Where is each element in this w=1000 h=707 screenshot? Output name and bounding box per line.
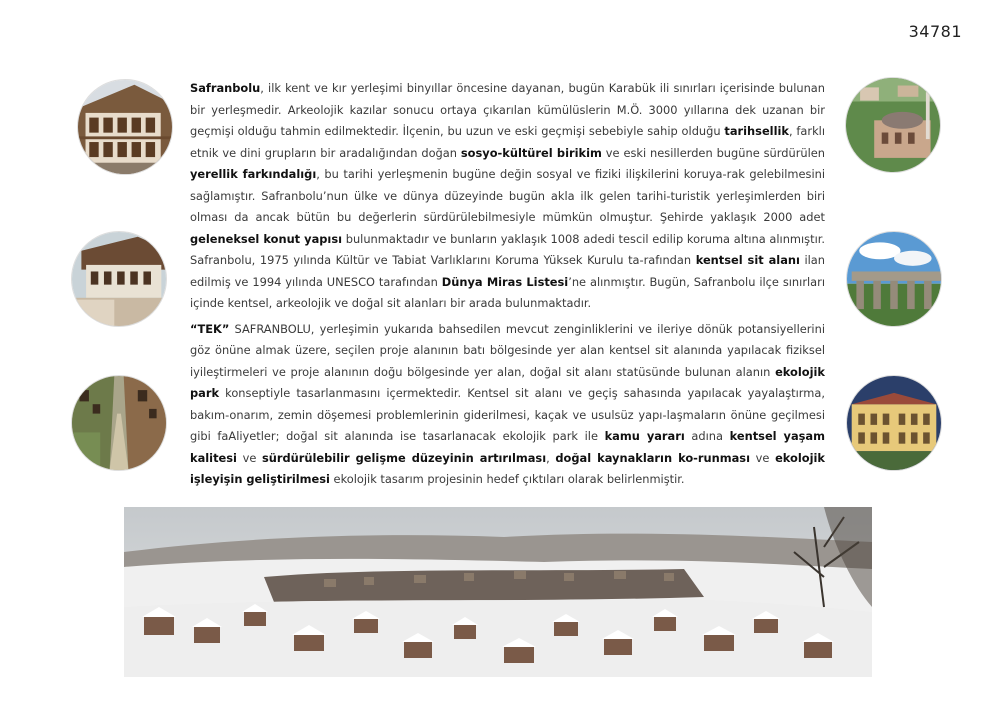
text-run: ,: [546, 450, 556, 465]
bold-term: “TEK”: [190, 321, 230, 336]
text-run: , bu tarihi yerleşmenin bugüne değin sosyal ve fiziki ilişkilerini koruya-rak gelebilmesini sağlamıştır. Safranbolu’nun ülke ve dünya düzeyinde bugün akla ilk gelen tarihi-turistik yerleşimlerden biri olması da ancak bütün bu değerlerin sürdürülebilmesiyle mümkün olmuştur. Şehirde yaklaşık 2000 adet: [190, 167, 825, 224]
text-run: , ilk kent ve kır yerleşimi binyıllar öncesine dayanan, bugün Karabük ili sınırları içerisinde bulunan bir yerleşmedir. Arkeolojik kazılar sonucu ortaya çıkarılan kümülüslerin M.Ö. 3000 yıllarına dek uzanan bir geçmişi olduğu tahmin edilmektedir. İlçenin, bu uzun ve eski geçmişi sebebiyle sahip olduğu: [190, 81, 825, 138]
bold-term: sürdürülebilir gelişme düzeyinin artırılması: [262, 450, 547, 465]
bold-term: ekolojik park: [190, 364, 825, 400]
stone-aqueduct-photo: [847, 232, 941, 326]
bold-term: sosyo-kültürel birikim: [460, 145, 602, 160]
timber-house-photo: [78, 80, 172, 174]
text-run: SAFRANBOLU, yerleşimin yukarıda bahsedilen mevcut zenginliklerini ve ileriye dönük potansiyellerini göz önüne almak üzere, seçilen proje alanının batı bölgesinde yer alan kentsel sit alanında yapılacak fiziksel iyileştirmeleri ve proje alanının doğu bölgesinde yer alan, doğal sit alanı statüsünde bulunan alanın: [190, 321, 825, 379]
text-run: ilan edilmiş ve 1994 yılında UNESCO tarafından: [190, 253, 826, 289]
ottoman-mansion-photo: [72, 232, 166, 326]
text-run: , farklı etnik ve dini grupların bir aradalığından doğan: [190, 124, 825, 160]
government-building-photo: [847, 376, 941, 470]
text-run: ve: [749, 450, 776, 465]
text-run: ’ne alınmıştır. Bugün, Safranbolu ilçe sınırları içinde kentsel, arkeolojik ve doğal sit alanları bir arada bulunmaktadır.: [190, 274, 825, 310]
text-run: adına: [684, 429, 730, 443]
bold-term: doğal kaynakların ko-runması: [555, 450, 750, 465]
snowy-town-panorama-photo: [124, 507, 872, 677]
bold-term: yerellik farkındalığı: [190, 167, 317, 181]
bold-term: Safranbolu: [190, 81, 261, 95]
body-text: [190, 78, 825, 495]
bold-term: Dünya Miras Listesi: [441, 274, 569, 289]
bold-term: geleneksel konut yapısı: [190, 231, 343, 246]
bold-term: tarihsellik: [724, 124, 789, 138]
text-run: ve eski nesillerden bugüne sürdürülen: [601, 145, 825, 160]
bold-term: kentsel yaşam kalitesi: [190, 429, 825, 465]
bold-term: kamu yararı: [604, 429, 685, 443]
text-run: konseptiyle tasarlanmasını içermektedir. Kentsel sit alanı ve geçiş sahasında yapılacak yayalaştırma, bakım-onarım, zemin döşemesi problemlerinin giderilmesi, kaçak ve usulsüz yapı-laşmaların önüne geçilmesi gibi faAliyetler; doğal sit alanında ise tasarlanacak ekolojik park ile: [190, 386, 825, 443]
paragraph-1: [190, 78, 825, 315]
narrow-street-photo: [72, 376, 166, 470]
text-run: ekolojik tasarım projesinin hedef çıktıları olarak belirlenmiştir.: [329, 472, 685, 486]
page-number: 34781: [908, 22, 962, 41]
text-run: bulunmaktadır ve bunların yaklaşık 1008 adedi tescil edilip koruma altına alınmıştır. Safranbolu, 1975 yılında Kültür ve Tabiat Varlıklarını Koruma Yüksek Kurulu ta-rafından: [190, 231, 826, 267]
paragraph-2: [190, 319, 825, 491]
bold-term: ekolojik işleyişin geliştirilmesi: [190, 450, 825, 486]
bold-term: kentsel sit alanı: [695, 253, 800, 267]
text-run: ve: [236, 450, 263, 465]
mosque-town-photo: [846, 78, 940, 172]
